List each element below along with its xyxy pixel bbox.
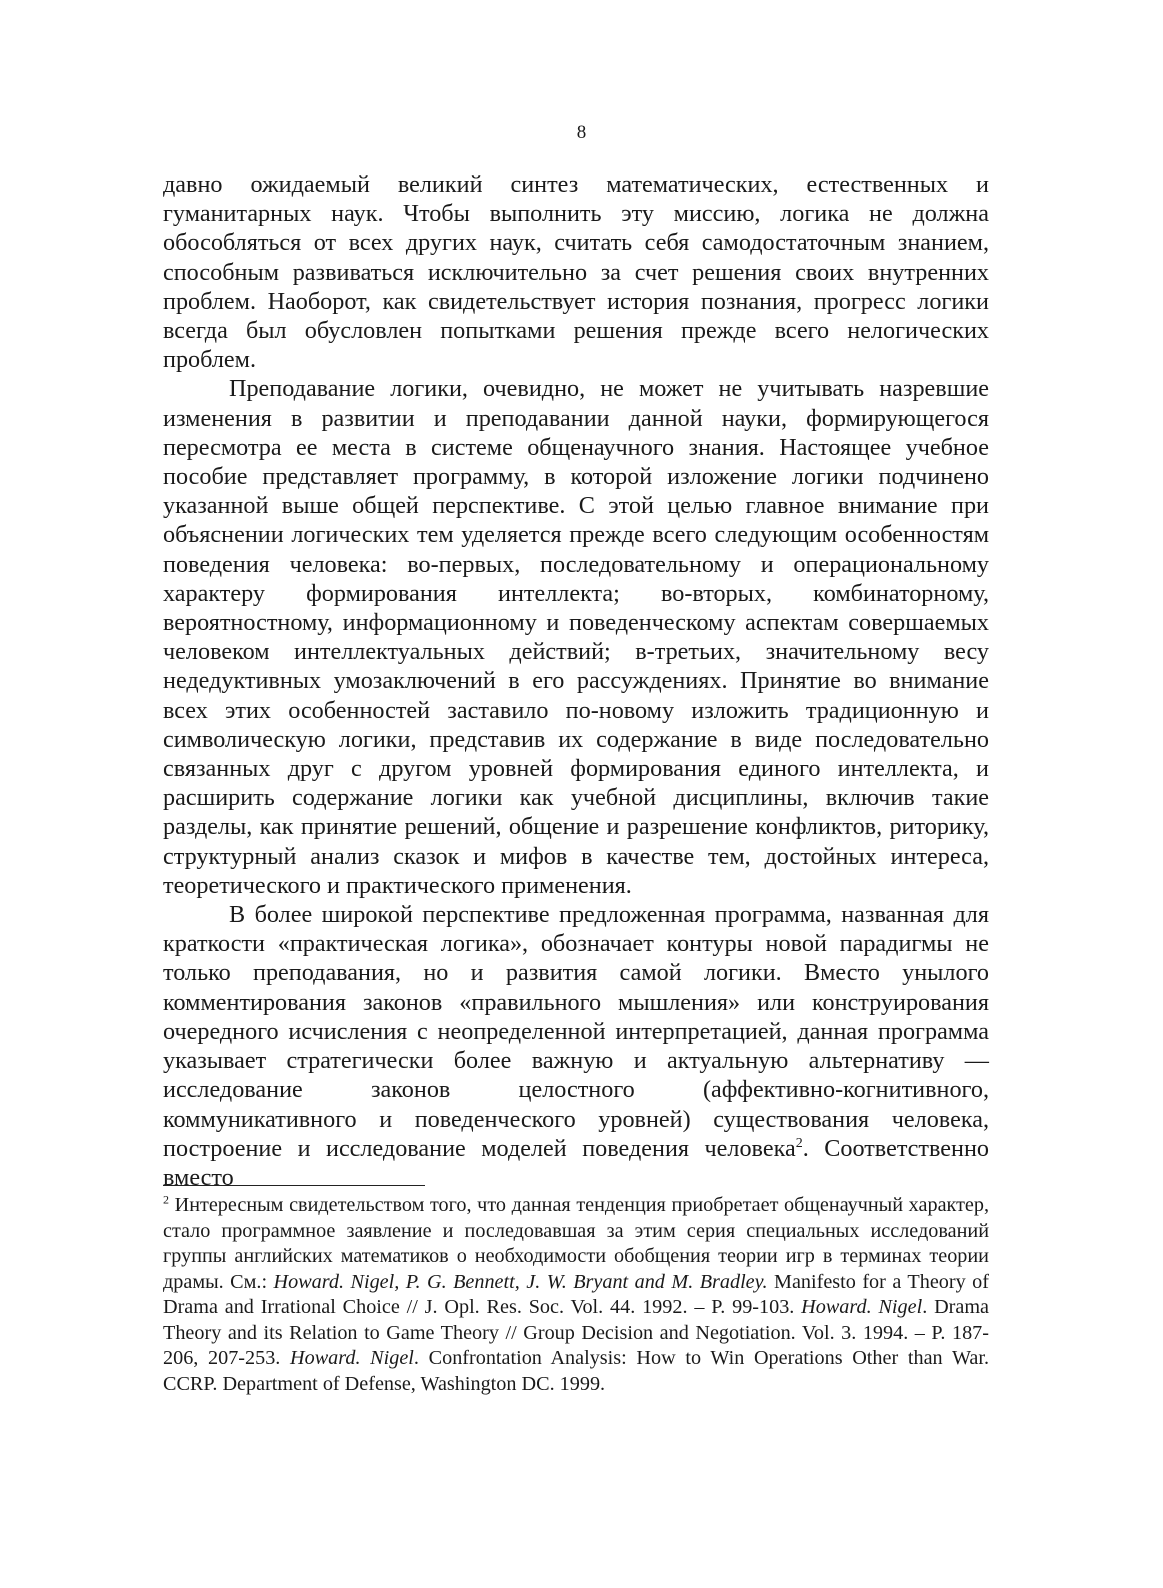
- footnote-text-4: . Confrontation Analysis: How to Win Operations Other than War. CCRP. Department of Defense, Washington DC. 1999.: [163, 1347, 989, 1395]
- paragraph-3-tail: . Соответственно вместо: [163, 1134, 989, 1191]
- main-text: [163, 170, 989, 1192]
- footnote-authors-2: Howard. Nigel: [801, 1296, 923, 1318]
- footnote-text-3: . Drama Theory and its Relation to Game Theory // Group Decision and Negotiation. Vol. 3. 1994. – P. 187-206, 207-253.: [163, 1296, 989, 1369]
- page-number: 8: [576, 122, 587, 143]
- footnote-authors-1: Howard. Nigel, P. G. Bennett, J. W. Bryant and M. Bradley.: [273, 1270, 768, 1293]
- footnote-text-2: Manifesto for a Theory of Drama and Irrational Choice // J. Opl. Res. Soc. Vol. 44. 1992. – P. 99-103.: [163, 1270, 989, 1318]
- paragraph-1: давно ожидаемый великий синтез математических, естественных и гуманитарных наук. Чтобы выполнить эту миссию, логика не должна обособляться от всех других наук, считать себя самодостаточным знанием, способным развиваться исключительно за счет решения своих внутренних проблем. Наоборот, как свидетельствует история познания, прогресс логики всегда был обусловлен попытками решения прежде всего нелогических проблем.: [163, 171, 989, 374]
- footnote: [163, 1193, 989, 1397]
- paragraph-2: Преподавание логики, очевидно, не может не учитывать назревшие изменения в развитии и преподавании данной науки, формирующегося пересмотра ее места в системе общенаучного знания. Настоящее учебное пособие представляет программу, в которой изложение логики подчинено указанной выше общей перспективе. С этой целью главное внимание при объяснении логических тем уделяется прежде всего следующим особенностям поведения человека: во-первых, последовательному и операциональному характеру формирования интеллекта; во-вторых, комбинаторному, вероятностному, информационному и поведенческому аспектам совершаемых человеком интеллектуальных действий; в-третьих, значительному весу недедуктивных умозаключений в его рассуждениях. Принятие во внимание всех этих особенностей заставило по-новому изложить традиционную и символическую логики, представив их содержание в виде последовательно связанных друг с другом уровней формирования единого интеллекта, и расширить содержание логики как учебной дисциплины, включив такие разделы, как принятие решений, общение и разрешение конфликтов, риторику, структурный анализ сказок и мифов в качестве тем, достойных интереса, теоретического и практического применения.: [163, 375, 989, 899]
- paragraph-3-text: В более широкой перспективе предложенная программа, названная для краткости «практическая логика», обозначает контуры новой парадигмы не только преподавания, но и развития самой логики. Вместо унылого комментирования законов «правильного мышления» или конструирования очередного исчисления с неопределенной интерпретацией, данная программа указывает стратегически более важную и актуальную альтернативу — исследование законов целостного (аффективно-когнитивного, коммуникативного и поведенческого уровней) существования человека, построение и исследование моделей поведения человека: [163, 901, 989, 1162]
- footnote-reference[interactable]: 2: [795, 1135, 803, 1151]
- footnote-authors-3: Howard. Nigel: [290, 1347, 414, 1369]
- footnote-marker: 2: [163, 1192, 169, 1207]
- paragraph-3: [163, 900, 989, 1192]
- footnote-paragraph: [163, 1193, 989, 1397]
- footnote-separator: [163, 1185, 425, 1186]
- footnote-text-1: Интересным свидетельством того, что данная тенденция приобретает общенаучный характер, стало программное заявление и последовавшая за этим серия специальных исследований группы английских математиков о необходимости обобщения теории игр в терминах теории драмы. См.:: [163, 1194, 989, 1293]
